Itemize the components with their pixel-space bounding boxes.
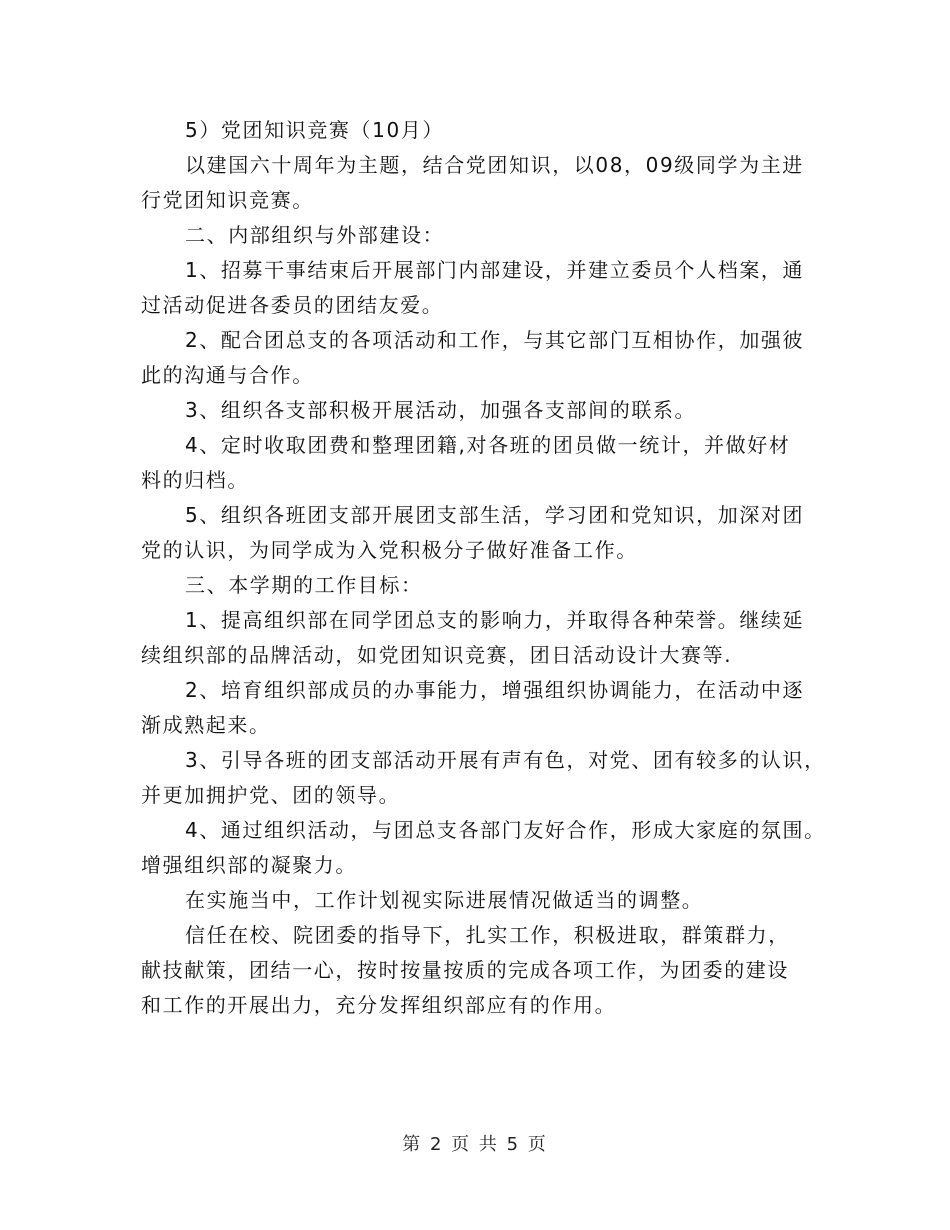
text-line: 3、引导各班的团支部活动开展有声有色，对党、团有较多的认识， (185, 748, 826, 772)
text-line: 以建国六十周年为主题，结合党团知识，以08，09级同学为主进 (185, 153, 804, 177)
text-line: 信任在校、院团委的指导下，扎实工作，积极进取，群策群力， (185, 923, 790, 947)
text-line: 和工作的开展出力，充分发挥组织部应有的作用。 (141, 993, 617, 1017)
text-line: 料的归档。 (141, 468, 249, 492)
text-line: 此的沟通与合作。 (141, 363, 314, 387)
text-line: 3、组织各支部积极开展活动，加强各支部间的联系。 (185, 398, 697, 422)
section-heading: 二、内部组织与外部建设： (185, 223, 445, 247)
text-line: 1、招募干事结束后开展部门内部建设，并建立委员个人档案，通 (185, 258, 805, 282)
document-body (141, 113, 826, 1023)
text-line: 在实施当中，工作计划视实际进展情况做适当的调整。 (185, 888, 704, 912)
text-line: 行党团知识竞赛。 (141, 188, 314, 212)
text-line: 过活动促进各委员的团结友爱。 (141, 293, 444, 317)
text-line: 4、定时收取团费和整理团籍,对各班的团员做一统计，并做好材 (185, 433, 791, 457)
text-line: 1、提高组织部在同学团总支的影响力，并取得各种荣誉。继续延 (185, 608, 805, 632)
text-line: 献技献策，团结一心，按时按量按质的完成各项工作，为团委的建设 (141, 958, 789, 982)
text-line: 党的认识，为同学成为入党积极分子做好准备工作。 (141, 538, 638, 562)
text-line: 5）党团知识竞赛（10月） (185, 118, 444, 142)
text-line: 4、通过组织活动，与团总支各部门友好合作，形成大家庭的氛围。 (185, 818, 826, 842)
text-line: 5、组织各班团支部开展团支部生活，学习团和党知识，加深对团 (185, 503, 805, 527)
page-number-footer: 第 2 页 共 5 页 (402, 1134, 548, 1155)
section-heading: 三、本学期的工作目标： (185, 573, 423, 597)
text-line: 2、培育组织部成员的办事能力，增强组织协调能力，在活动中逐 (185, 678, 805, 702)
text-line: 2、配合团总支的各项活动和工作，与其它部门互相协作，加强彼 (185, 328, 805, 352)
text-line: 渐成熟起来。 (141, 713, 271, 737)
text-line: 续组织部的品牌活动，如党团知识竞赛，团日活动设计大赛等. (141, 643, 733, 667)
text-line: 增强组织部的凝聚力。 (141, 853, 357, 877)
text-line: 并更加拥护党、团的领导。 (141, 783, 401, 807)
